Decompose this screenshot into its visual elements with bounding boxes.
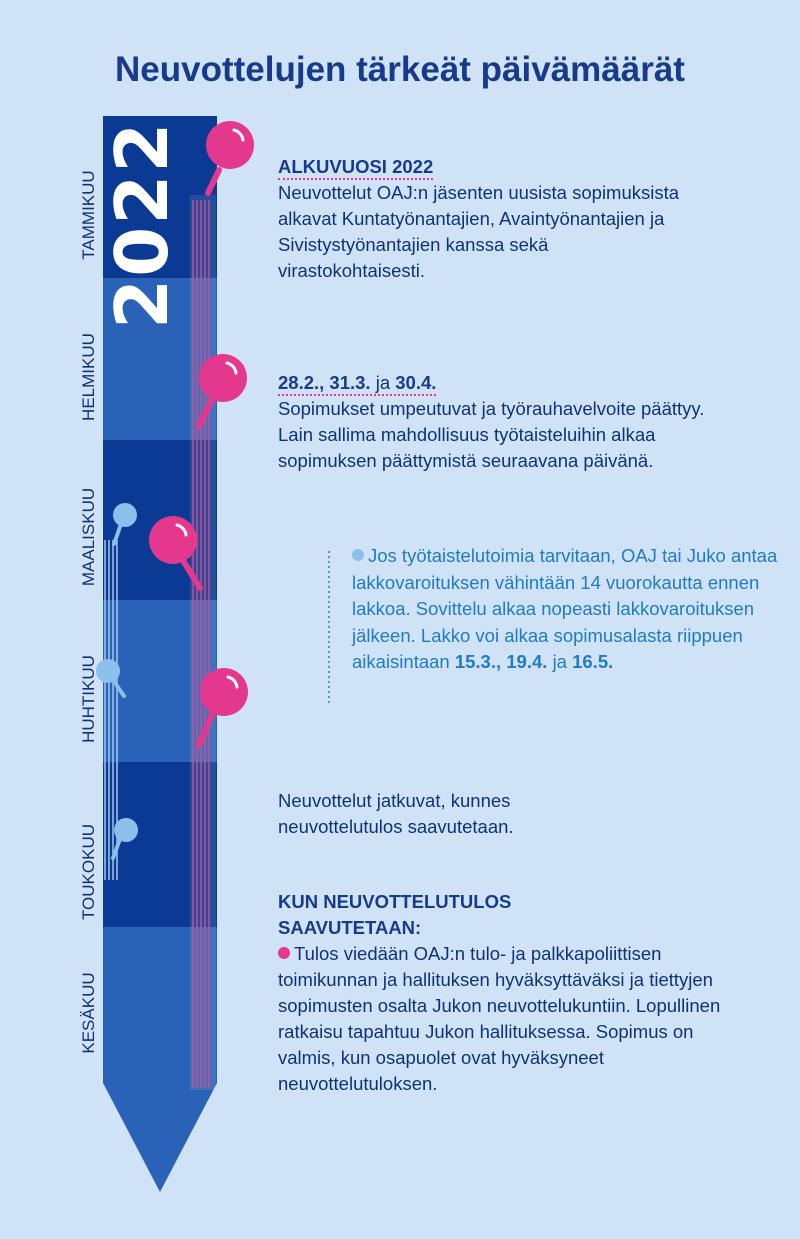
block1-text: Neuvottelut OAJ:n jäsenten uusista sopimuksista alkavat Kuntatyönantajien, Avaintyönantajien ja Sivistystyönantajien kanssa sekä virastokohtaisesti. — [278, 182, 680, 281]
block-continue — [278, 788, 578, 840]
note-dates1: 15.3., 19.4. — [454, 651, 548, 672]
month-label-tammikuu: TAMMIKUU — [79, 170, 98, 260]
page-title: Neuvottelujen tärkeät päivämäärät — [115, 50, 685, 89]
block3-text: Neuvottelut jatkuvat, kunnes neuvottelutulos saavutetaan. — [278, 790, 514, 837]
block2-date2: 30.4. — [395, 372, 437, 393]
bullet-dot — [278, 947, 290, 959]
bullet-dot — [352, 549, 364, 561]
block2-text: Sopimukset umpeutuvat ja työrauhavelvoite päättyy. Lain sallima mahdollisuus työtaisteluihin alkaa sopimuksen päättymistä seuraavana päivänä. — [278, 398, 705, 471]
year-label: 2022 — [100, 120, 184, 329]
month-label-toukokuu: TOUKOKUU — [79, 823, 98, 921]
block4-heading: KUN NEUVOTTELUTULOS SAAVUTETAAN: — [278, 891, 512, 938]
block1-heading: ALKUVUOSI 2022 — [278, 156, 433, 180]
block-dates — [278, 370, 718, 474]
pink-pin-2 — [199, 354, 247, 426]
block2-and: ja — [375, 372, 391, 393]
month-label-helmikuu: HELMIKUU — [79, 333, 98, 421]
note-and: ja — [552, 651, 567, 672]
pink-pin-4 — [199, 668, 248, 745]
month-label-maaliskuu: MAALISKUU — [79, 487, 98, 587]
block-result — [278, 889, 728, 1097]
block4-text: Tulos viedään OAJ:n tulo- ja palkkapoliittisen toimikunnan ja hallituksen hyväksyttäväksi ja tiettyjen sopimusten osalta Jukon neuvottelukuntiin. Lopullinen ratkaisu tapahtuu Jukon hallituksessa. Sopimus on valmis, kun osapuolet ovat hyväksyneet neuvottelutuloksen. — [278, 943, 721, 1094]
note-dotted-bar — [328, 551, 330, 706]
strike-note — [328, 543, 792, 676]
block-alkuvuosi — [278, 154, 698, 284]
pink-pin-1 — [206, 121, 254, 193]
block2-date1: 28.2., 31.3. — [278, 372, 371, 393]
month-label-huhtikuu: HUHTIKUU — [79, 655, 98, 743]
note-dates2: 16.5. — [572, 651, 614, 672]
note-text: Jos työtaistelutoimia tarvitaan, OAJ tai Juko antaa lakkovaroituksen vähintään 14 vuorokautta ennen lakkoa. Sovittelu alkaa nopeasti lakkovaroituksen jälkeen. Lakko voi alkaa sopimusalasta riippuen aikaisintaan — [352, 545, 778, 672]
month-label-kesakuu: KESÄKUU — [79, 972, 98, 1054]
